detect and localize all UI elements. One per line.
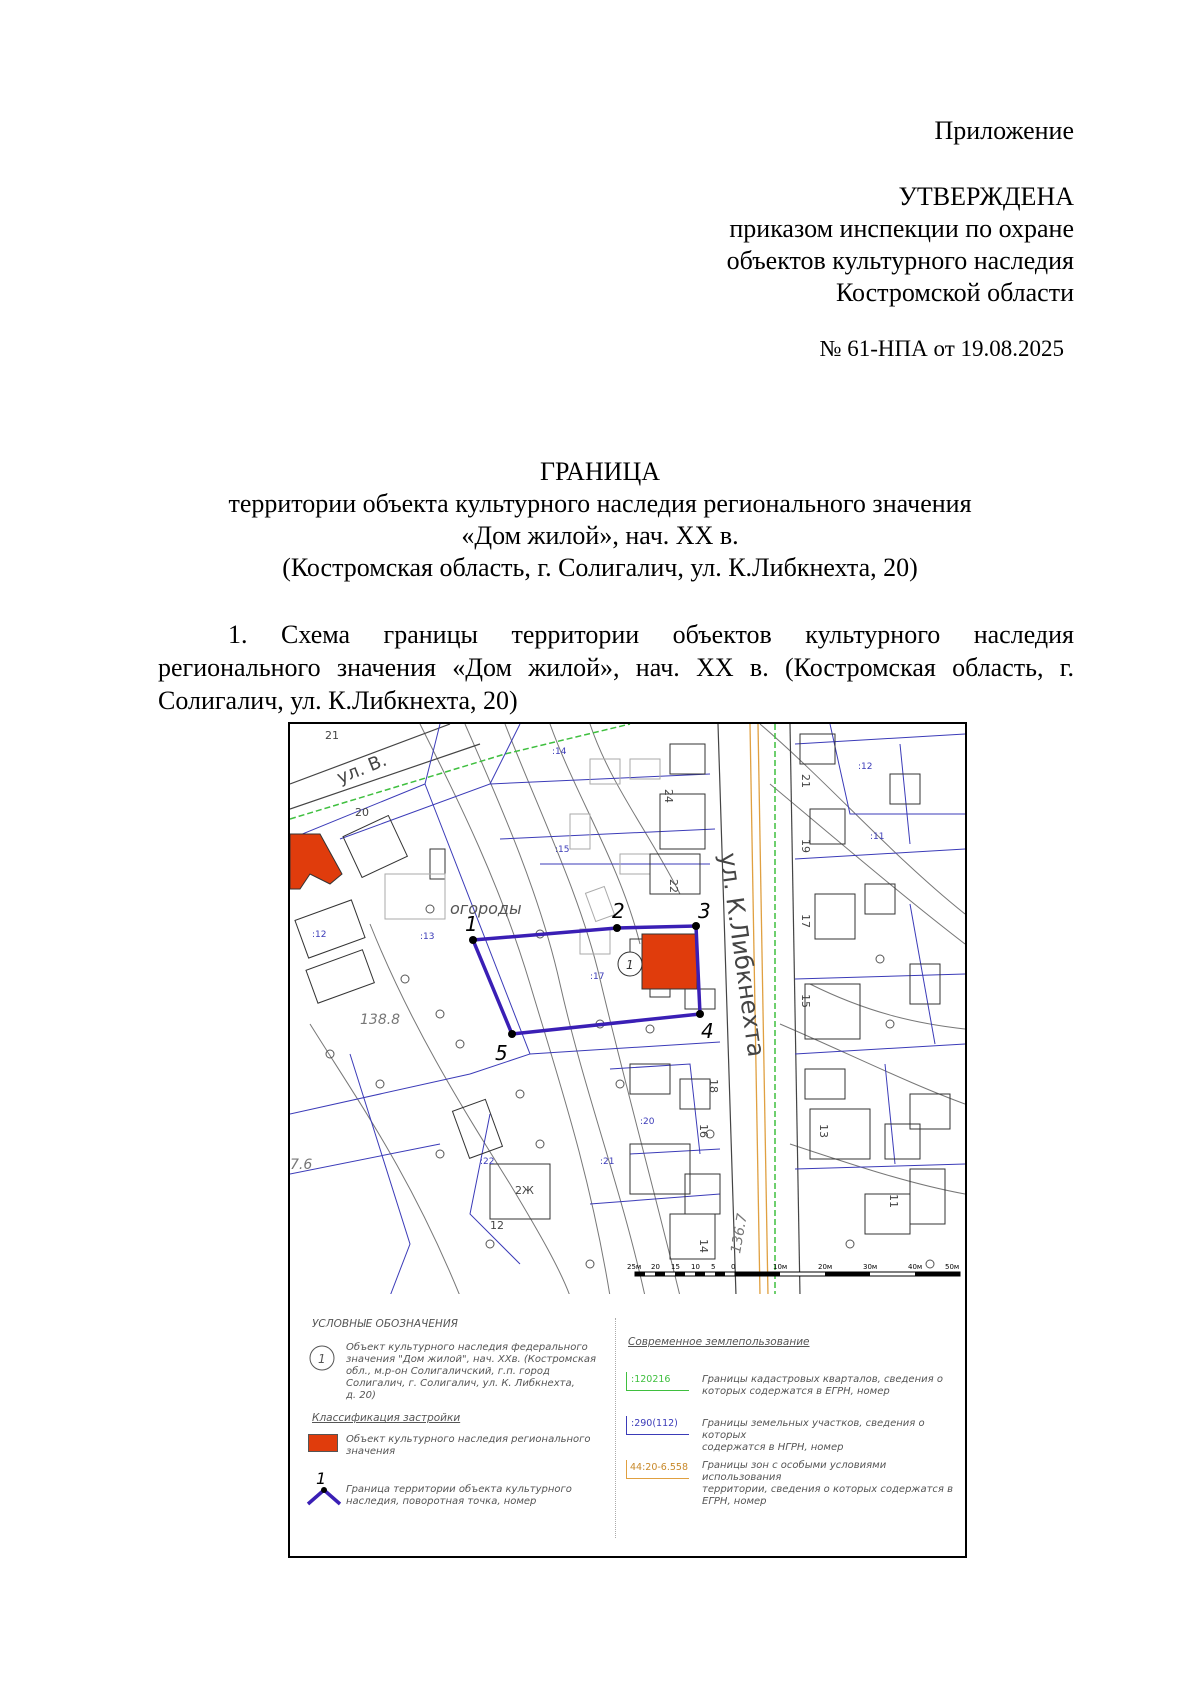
buildings xyxy=(295,734,950,1259)
doc-title-line-2: «Дом жилой», нач. XX в. xyxy=(461,521,739,550)
elevation-label: 138.8 xyxy=(360,1012,401,1028)
approved-line-3: Костромской области xyxy=(835,278,1074,307)
legend-divider xyxy=(615,1318,617,1538)
point-label-1: 1 xyxy=(465,912,478,936)
legend-text: наследия, поворотная точка, номер xyxy=(346,1496,537,1507)
legend-text: д. 20) xyxy=(346,1390,376,1401)
house-number: 14 xyxy=(697,1239,710,1253)
parcel-label: :11 xyxy=(870,832,885,842)
legend-text: территории, сведения о которых содержатся в xyxy=(702,1484,953,1495)
section-line-3: Солигалич, ул. К.Либкнехта, 20) xyxy=(158,686,518,715)
legend-classification-header: Классификация застройки xyxy=(312,1412,461,1424)
scale-tick: 20 xyxy=(651,1263,660,1271)
house-number: 22 xyxy=(667,879,680,893)
approved-label: УТВЕРЖДЕНА xyxy=(898,182,1074,211)
legend-parcel-swatch xyxy=(626,1416,689,1435)
parcel-labels xyxy=(312,747,884,1167)
house-number: 11 xyxy=(887,1194,900,1208)
legend-item-4 xyxy=(702,1374,943,1398)
legend-text: Границы земельных участков, сведения о которых xyxy=(702,1418,925,1441)
elevations xyxy=(290,1012,751,1255)
elevation-label: 136.7 xyxy=(728,1212,751,1255)
order-number: № 61-НПА от 19.08.2025 xyxy=(819,336,1064,361)
scale-tick: 5 xyxy=(711,1263,716,1271)
legend-text: содержатся в НГРН, номер xyxy=(702,1442,844,1453)
legend-parcel-code: :290(112) xyxy=(631,1418,678,1429)
doc-title-line-3: (Костромская область, г. Солигалич, ул. К.Либкнехта, 20) xyxy=(282,553,918,582)
point-label-3: 3 xyxy=(698,899,711,923)
legend-object-icon xyxy=(308,1344,336,1372)
legend-item-6 xyxy=(702,1460,965,1508)
parcel-label: :14 xyxy=(552,747,567,757)
legend-modern-header: Современное землепользование xyxy=(628,1336,810,1348)
legend-text: Граница территории объекта культурного xyxy=(346,1484,572,1495)
legend-text: Границы зон с особыми условиями использования xyxy=(702,1460,887,1483)
approved-line-1: приказом инспекции по охране xyxy=(729,214,1074,243)
street-label: ул. К.Либкнехта xyxy=(714,850,771,1059)
map-svg xyxy=(290,724,965,1296)
boundary-map xyxy=(288,722,967,1298)
legend-boundary-number: 1 xyxy=(316,1469,327,1488)
legend-cadastral-code: :120216 xyxy=(631,1374,671,1385)
parcel-label: :22 xyxy=(480,1157,495,1167)
scale-tick: 10м xyxy=(773,1263,788,1271)
approved-line-2: объектов культурного наследия xyxy=(726,246,1074,275)
parcel-label: :13 xyxy=(420,932,435,942)
street-top-label: ул. В. xyxy=(334,749,390,789)
point-label-5: 5 xyxy=(495,1041,508,1065)
house-number: 24 xyxy=(662,789,675,803)
legend-text: которых содержатся в ЕГРН, номер xyxy=(702,1386,890,1397)
legend-text: Солигалич, г. Солигалич, ул. К. Либкнехта, xyxy=(346,1378,575,1389)
parcel-label: :20 xyxy=(640,1117,655,1127)
parcel-label: :17 xyxy=(590,972,605,982)
heritage-building-main xyxy=(642,934,697,989)
house-number: 21 xyxy=(799,774,812,788)
boundary-point-5 xyxy=(508,1030,516,1038)
legend-text: ЕГРН, номер xyxy=(702,1496,767,1507)
legend-text: Границы кадастровых кварталов, сведения о xyxy=(702,1374,943,1385)
object-marker-label: 1 xyxy=(626,958,634,972)
house-number: 2Ж xyxy=(515,1184,534,1197)
legend-item-1 xyxy=(346,1342,596,1402)
parcel-label: :12 xyxy=(312,930,327,940)
point-label-2: 2 xyxy=(612,899,625,923)
house-number: 20 xyxy=(355,806,369,819)
legend-boundary-icon xyxy=(304,1466,344,1508)
legend-text: Объект культурного наследия федерального xyxy=(346,1342,588,1353)
section-line-2: регионального значения «Дом жилой», нач. XX в. (Костромская область, г. xyxy=(158,653,1074,682)
elevation-label: 7.6 xyxy=(290,1157,313,1173)
house-number: 13 xyxy=(817,1124,830,1138)
section-paragraph xyxy=(158,618,1074,717)
legend-cadastral-swatch xyxy=(626,1372,689,1391)
boundary-point-4 xyxy=(696,1010,704,1018)
scale-bar xyxy=(627,1263,960,1276)
legend-item-3 xyxy=(346,1484,572,1508)
scale-tick: 25м xyxy=(627,1263,642,1271)
scale-tick: 20м xyxy=(818,1263,833,1271)
parcel-lines xyxy=(290,724,965,1296)
boundary-point-2 xyxy=(613,924,621,932)
legend-text: обл., м.р-он Солигаличский, г.п. город xyxy=(346,1366,550,1377)
scale-tick: 30м xyxy=(863,1263,878,1271)
legend-text: Объект культурного наследия регионального xyxy=(346,1434,591,1445)
legend-item-5 xyxy=(702,1418,965,1454)
appendix-label: Приложение xyxy=(934,116,1074,145)
scale-tick: 0 xyxy=(731,1263,736,1271)
doc-title: ГРАНИЦА xyxy=(539,457,661,486)
scale-tick: 50м xyxy=(945,1263,960,1271)
legend-object-number: 1 xyxy=(318,1352,326,1366)
map-legend xyxy=(288,1294,967,1558)
legend-title: УСЛОВНЫЕ ОБОЗНАЧЕНИЯ xyxy=(312,1318,458,1330)
parcel-label: :15 xyxy=(555,845,570,855)
house-number: 19 xyxy=(799,839,812,853)
legend-heritage-swatch xyxy=(308,1434,338,1452)
contour-lines xyxy=(310,724,965,1296)
gardens-label: огороды xyxy=(450,899,522,918)
section-line-1: 1. Схема границы территории объектов культурного наследия xyxy=(228,620,1074,649)
heritage-building-west xyxy=(290,834,342,889)
legend-item-2 xyxy=(346,1434,591,1458)
parcel-label: :12 xyxy=(858,762,873,772)
house-number: 15 xyxy=(799,994,812,1008)
legend-zone-swatch xyxy=(626,1460,689,1479)
boundary-point-1 xyxy=(469,936,477,944)
point-label-4: 4 xyxy=(701,1019,714,1043)
scale-tick: 10 xyxy=(691,1263,700,1271)
house-number: 18 xyxy=(707,1079,720,1093)
doc-title-line-1: территории объекта культурного наследия регионального значения xyxy=(228,489,972,518)
scale-tick: 15 xyxy=(671,1263,680,1271)
parcel-label: :21 xyxy=(600,1157,615,1167)
legend-text: значения xyxy=(346,1446,396,1457)
legend-text: значения "Дом жилой", нач. XXв. (Костромская xyxy=(346,1354,597,1365)
legend-zone-code: 44:20-6.558 xyxy=(630,1462,689,1473)
house-number: 17 xyxy=(799,914,812,928)
boundary-point-3 xyxy=(692,922,700,930)
house-number: 16 xyxy=(697,1124,710,1138)
house-number: 12 xyxy=(490,1219,504,1232)
scale-tick: 40м xyxy=(908,1263,923,1271)
house-number: 21 xyxy=(325,729,339,742)
